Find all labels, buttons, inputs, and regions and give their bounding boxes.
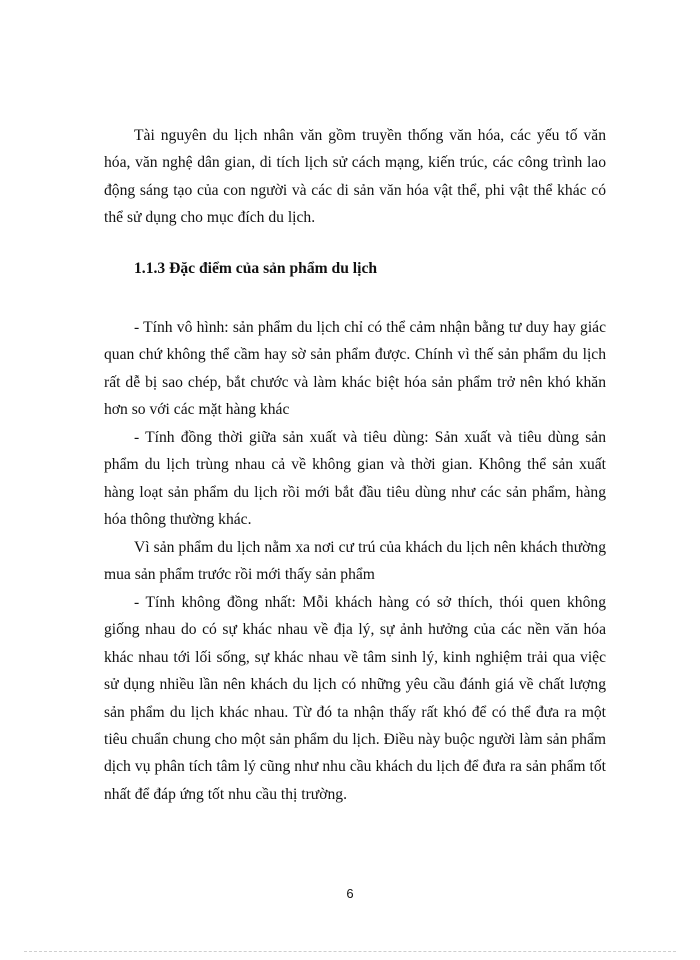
paragraph-heterogeneity: - Tính không đồng nhất: Mỗi khách hàng có sở thích, thói quen không giống nhau do có sự khác nhau về địa lý, sự ảnh hưởng của các nền văn hóa khác nhau tới lối sống, sự khác nhau về tâm sinh lý, kinh nghiệm trải qua việc sử dụng nhiều lần nên khách du lịch có những yêu cầu đánh giá về chất lượng sản phẩm du lịch khác nhau. Từ đó ta nhận thấy rất khó để có thể đưa ra một tiêu chuẩn chung cho một sản phẩm du lịch. Điều này buộc người làm sản phẩm dịch vụ phân tích tâm lý cũng như nhu cầu khách du lịch để đưa ra sản phẩm tốt nhất để đáp ứng tốt nhu cầu thị trường. xyxy=(104,594,606,803)
paragraph-purchase-before: Vì sản phẩm du lịch nằm xa nơi cư trú của khách du lịch nên khách thường mua sản phẩm trước rồi mới thấy sản phẩm xyxy=(104,539,606,584)
section-heading: 1.1.3 Đặc điểm của sản phẩm du lịch xyxy=(134,260,378,277)
paragraph-simultaneity: - Tính đồng thời giữa sản xuất và tiêu dùng: Sản xuất và tiêu dùng sản phẩm du lịch trùng nhau cả về không gian và thời gian. Không thể sản xuất hàng loạt sản phẩm du lịch rồi mới bắt đầu tiêu dùng như các sản phẩm, hàng hóa thông thường khác. xyxy=(104,429,606,529)
intro-paragraph: Tài nguyên du lịch nhân văn gồm truyền thống văn hóa, các yếu tố văn hóa, văn nghệ dân gian, di tích lịch sử cách mạng, kiến trúc, các công trình lao động sáng tạo của con người và các di sản văn hóa vật thể, phi vật thể khác có thể sử dụng cho mục đích du lịch. xyxy=(104,127,606,227)
page-number: 6 xyxy=(346,886,354,901)
paragraph-intangibility: - Tính vô hình: sản phẩm du lịch chỉ có thể cảm nhận bằng tư duy hay giác quan chứ không thể cầm hay sờ sản phẩm được. Chính vì thế sản phẩm du lịch rất dễ bị sao chép, bắt chước và làm khác biệt hóa sản phẩm trở nên khó khăn hơn so với các mặt hàng khác xyxy=(104,319,606,419)
page-bottom-border xyxy=(24,951,676,952)
